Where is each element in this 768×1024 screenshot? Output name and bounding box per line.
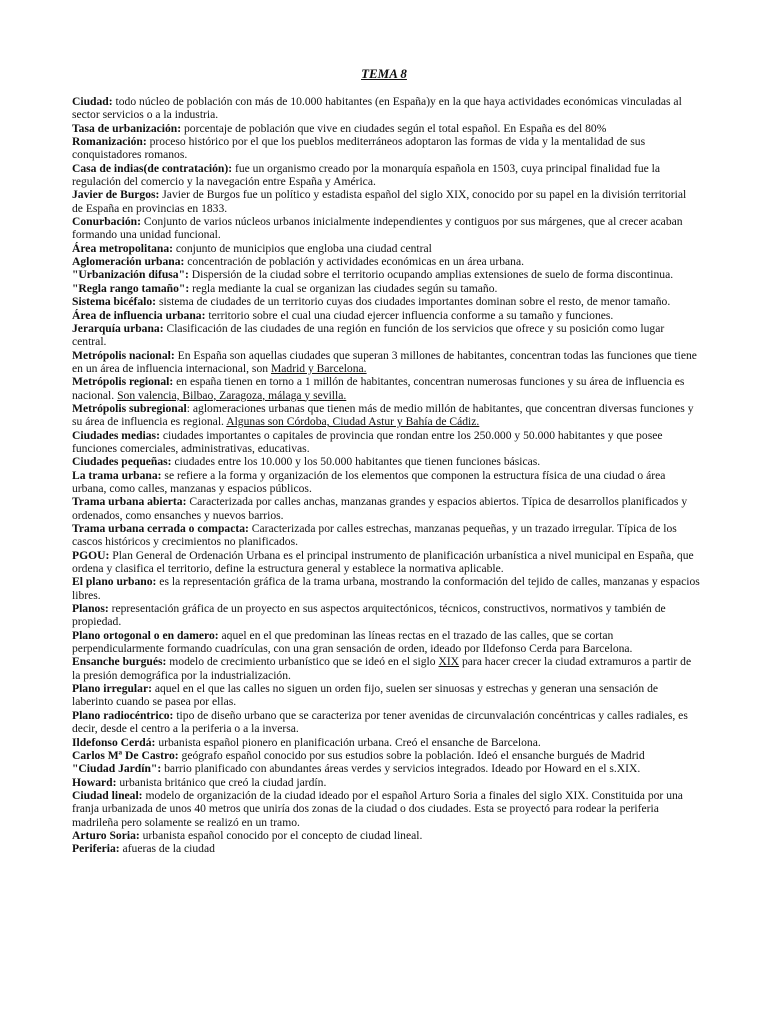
entry-definition: es la representación gráfica de la trama urbana, mostrando la conformación del tejido de calles, manzanas y espacios libres. [72, 575, 700, 602]
entry-definition: todo núcleo de población con más de 10.000 habitantes (en España)y en la que haya actividades económicas vinculadas al sector servicios o a la industria. [72, 95, 682, 122]
entry-term: Ciudades medias: [72, 428, 160, 442]
glossary-entry [72, 522, 700, 549]
glossary-entry [72, 309, 700, 322]
entry-definition: fue un organismo creado por la monarquía española en 1503, cuya principal finalidad fue la regulación del comercio y la navegación entre España y América. [72, 161, 661, 189]
entry-term: Aglomeración urbana: [72, 255, 185, 269]
glossary-entry [72, 375, 700, 402]
entry-definition: En España son aquellas ciudades que superan 3 millones de habitantes, concentran todas las funciones que tiene en un área de influencia internacional, son [72, 348, 697, 375]
entry-definition: Clasificación de las ciudades de una región en función de los servicios que ofrece y su posición como lugar central. [72, 321, 665, 349]
entry-term: Ciudades pequeñas: [72, 455, 172, 469]
entry-definition: territorio sobre el cual una ciudad ejercer influencia conforme a su tamaño y funciones. [205, 308, 614, 322]
entry-definition: : aglomeraciones urbanas que tienen más de medio millón de habitantes, que concentran diversas funciones y su área de influencia es regional. [72, 401, 694, 429]
entry-definition: Javier de Burgos fue un político y estadista español del siglo XIX, conocido por su papel en la división territorial de España en provincias en 1833. [72, 188, 687, 215]
entry-definition: porcentaje de población que vive en ciudades según el total español. En España es del 80% [181, 121, 607, 135]
entry-definition: representación gráfica de un proyecto en sus aspectos arquitectónicos, técnicos, constructivos, normativos y también de propiedad. [72, 602, 666, 629]
entry-term: Ciudad lineal: [72, 788, 143, 802]
entry-term: Tasa de urbanización: [72, 121, 182, 135]
entry-definition: modelo de organización de la ciudad ideado por el español Arturo Soria a finales del siglo XIX. Constituida por una franja urbanizada de unos 40 metros que uniría dos zonas de la ciudad o dos ciudades. Esta se proyectó para rodear la periferia madrileña pero solamente se realizó en un tramo. [72, 788, 683, 829]
glossary-entry [72, 268, 700, 281]
entry-term: Área metropolitana: [72, 241, 173, 255]
entry-definition: Conjunto de varios núcleos urbanos inicialmente independientes y contiguos por sus márgenes, que al crecer acaban formando una unidad funcional. [72, 215, 683, 242]
entry-term: Ildefonso Cerdá: [72, 735, 156, 749]
glossary-entry [72, 455, 700, 468]
glossary-entry [72, 242, 700, 255]
glossary-entry [72, 429, 700, 456]
entry-definition: modelo de crecimiento urbanístico que se ideó en el siglo [166, 655, 439, 669]
glossary-entry [72, 162, 700, 189]
glossary-entry [72, 215, 700, 242]
entry-term: Metrópolis regional: [72, 375, 174, 389]
entry-definition: Caracterizada por calles estrechas, manzanas pequeñas, y un trazado irregular. Típica de los cascos históricos y crecimientos no planificados. [72, 522, 677, 549]
glossary-entry [72, 295, 700, 308]
glossary-entry [72, 322, 700, 349]
glossary-entry [72, 829, 700, 842]
entry-term: "Ciudad Jardín": [72, 762, 162, 776]
entry-term: Howard: [72, 775, 117, 789]
entry-term: La trama urbana: [72, 468, 162, 482]
entry-definition: barrio planificado con abundantes áreas verdes y servicios integrados. Ideado por Howard en el s.XIX. [161, 762, 641, 776]
entry-term: Sistema bicéfalo: [72, 295, 157, 309]
entry-term: Trama urbana cerrada o compacta: [72, 522, 249, 535]
entry-definition: urbanista británico que creó la ciudad jardín. [116, 775, 327, 789]
entry-definition: ciudades importantes o capitales de provincia que rondan entre los 250.000 y 50.000 habitantes y que posee funciones comerciales, administrativas, educativas. [72, 428, 663, 455]
entry-definition: Plan General de Ordenación Urbana es el principal instrumento de planificación urbanística a nivel municipal en España, que ordena y clasifica el territorio, define la estructura general y establece la normativa aplicable. [72, 548, 694, 576]
glossary-entry [72, 776, 700, 789]
glossary-entry [72, 122, 700, 135]
glossary-entry [72, 709, 700, 736]
entry-term: Casa de indias(de contratación): [72, 161, 233, 175]
entry-definition: sistema de ciudades de un territorio cuyas dos ciudades importantes dominan sobre el resto, de menor tamaño. [156, 295, 671, 309]
glossary-entry [72, 629, 700, 656]
glossary-entry [72, 602, 700, 629]
entry-term: Plano irregular: [72, 682, 152, 696]
entry-definition: afueras de la ciudad [119, 842, 215, 856]
entry-underlined-text: Son valencia, Bilbao, Zaragoza, málaga y sevilla. [117, 388, 347, 402]
entry-term: Plano ortogonal o en damero: [72, 628, 219, 642]
glossary-entry [72, 789, 700, 829]
entry-term: Metrópolis nacional: [72, 348, 175, 362]
glossary-entry [72, 655, 700, 682]
entry-definition: ciudades entre los 10.000 y los 50.000 habitantes que tienen funciones básicas. [171, 455, 541, 469]
entry-term: Ciudad: [72, 95, 113, 108]
glossary-entry [72, 495, 700, 522]
entry-definition: en españa tienen en torno a 1 millón de habitantes, concentran numerosas funciones y su área de influencia es nacional. [72, 375, 685, 402]
entry-term: "Regla rango tamaño": [72, 281, 190, 295]
entry-definition: proceso histórico por el que los pueblos mediterráneos adoptaron las formas de vida y la mentalidad de sus conquistadores romanos. [72, 135, 646, 162]
entry-term: Jerarquía urbana: [72, 321, 164, 335]
entry-term: PGOU: [72, 548, 110, 562]
entry-underlined-text: Algunas son Córdoba, Ciudad Astur y Bahía de Cádiz. [226, 415, 480, 429]
glossary-entry [72, 762, 700, 775]
glossary-entry [72, 682, 700, 709]
entry-definition: tipo de diseño urbano que se caracteriza por tener avenidas de circunvalación concéntricas y calles radiales, es decir, desde el centro a la periferia o a la inversa. [72, 708, 688, 736]
entry-underlined-text: Madrid y Barcelona. [270, 361, 367, 375]
entry-term: Romanización: [72, 135, 147, 149]
glossary-entry [72, 188, 700, 215]
entry-term: Periferia: [72, 842, 120, 856]
entry-term: Javier de Burgos: [72, 188, 160, 202]
glossary-entry [72, 95, 700, 122]
entry-definition: Dispersión de la ciudad sobre el territorio ocupando amplias extensiones de suelo de forma discontinua. [188, 268, 674, 282]
glossary-entry [72, 402, 700, 429]
entry-term: "Urbanización difusa": [72, 268, 189, 282]
entry-definition: urbanista español pionero en planificación urbana. Creó el ensanche de Barcelona. [155, 735, 541, 749]
glossary-entry [72, 469, 700, 496]
entry-definition: geógrafo español conocido por sus estudios sobre la población. Ideó el ensanche burgués de Madrid [178, 748, 645, 762]
page-title: TEMA 8 [361, 66, 407, 81]
entry-definition-continued: para hacer crecer la ciudad extramuros a partir de la presión demográfica por la industrialización. [72, 655, 692, 682]
glossary-entry [72, 736, 700, 749]
entry-definition: se refiere a la forma y organización de los elementos que componen la estructura física de una ciudad o área urbana, como calles, manzanas y espacios públicos. [72, 468, 666, 495]
glossary-entry [72, 349, 700, 376]
entry-term: Trama urbana abierta: [72, 495, 187, 509]
entry-definition: concentración de población y actividades económicas en un área urbana. [184, 255, 525, 269]
entry-term: Metrópolis subregional [72, 401, 187, 415]
glossary-entry [72, 842, 700, 855]
glossary-entry [72, 135, 700, 162]
entry-term: Arturo Soria: [72, 828, 140, 842]
entry-definition: regla mediante la cual se organizan las ciudades según su tamaño. [189, 281, 498, 295]
entry-definition: Caracterizada por calles anchas, manzanas grandes y espacios abiertos. Típica de desarrollos planificados y ordenados, como ensanches y nuevos barrios. [72, 495, 688, 522]
entry-underlined-text: XIX [438, 655, 460, 669]
entry-term: Área de influencia urbana: [72, 308, 206, 322]
entry-definition: aquel en el que predominan las líneas rectas en el trazado de las calles, que se cortan perpendicularmente formando cuadrículas, con una gran sensación de orden, ideado por Ildefonso Cerda para Barcelona. [72, 628, 633, 656]
glossary-entry [72, 749, 700, 762]
glossary-entry [72, 282, 700, 295]
entry-definition: aquel en el que las calles no siguen un orden fijo, suelen ser sinuosas y estrechas y generan una sensación de laberinto cuando se pasea por ellas. [72, 682, 659, 709]
entry-definition: conjunto de municipios que engloba una ciudad central [173, 241, 432, 255]
entry-term: Planos: [72, 602, 109, 616]
glossary-entry [72, 255, 700, 268]
glossary-list [72, 95, 700, 856]
entry-term: Ensanche burgués: [72, 655, 167, 669]
entry-definition: urbanista español conocido por el concepto de ciudad lineal. [139, 828, 423, 842]
glossary-entry [72, 575, 700, 602]
entry-term: Carlos Mª De Castro: [72, 748, 179, 762]
entry-term: Conurbación: [72, 215, 141, 229]
glossary-entry [72, 549, 700, 576]
entry-term: El plano urbano: [72, 575, 157, 589]
entry-term: Plano radiocéntrico: [72, 708, 174, 722]
